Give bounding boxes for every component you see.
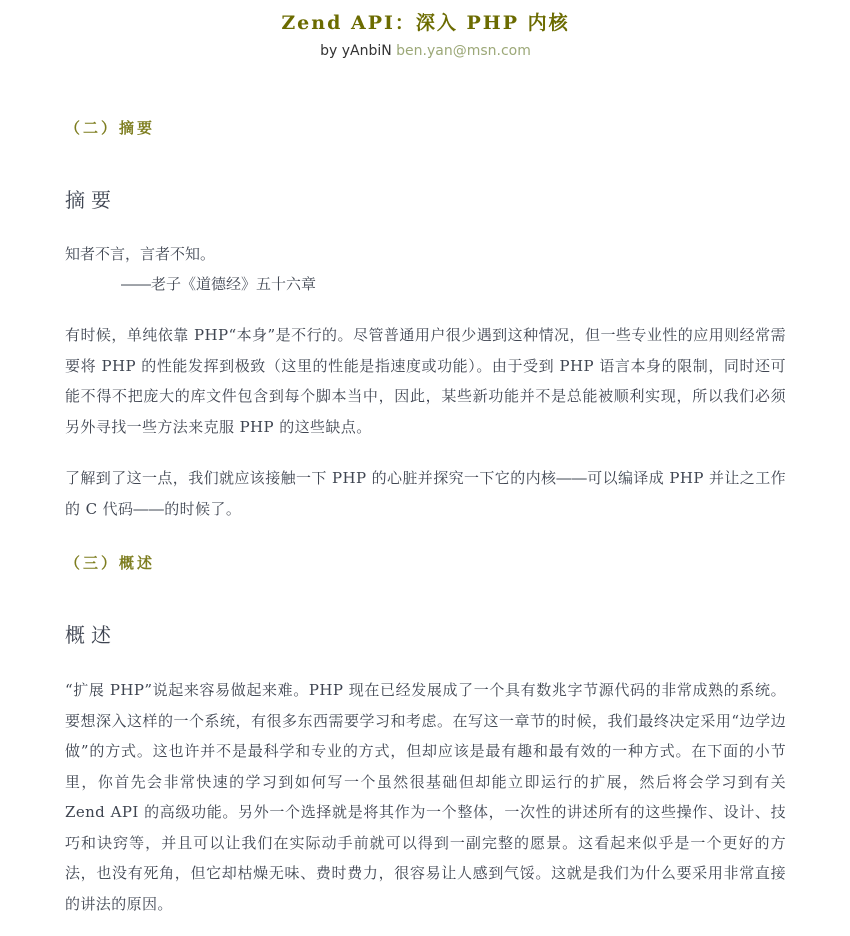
byline-author: by yAnbiN	[320, 43, 397, 59]
document-page	[0, 12, 850, 919]
section-heading-overview: （三）概述	[65, 554, 156, 572]
subheading-overview: 概述	[65, 623, 117, 647]
subheading-abstract: 摘要	[65, 188, 117, 212]
byline	[65, 43, 786, 60]
quote-attribution: ――老子《道德经》五十六章	[121, 275, 317, 293]
abstract-paragraph-2: 了解到了这一点，我们就应该接触一下 PHP 的心脏并探究一下它的内核――可以编译成 PHP 并让之工作的 C 代码――的时候了。	[65, 469, 787, 518]
quote-text: 知者不言，言者不知。	[65, 245, 216, 263]
abstract-paragraph-1: 有时候，单纯依靠 PHP“本身”是不行的。尽管普通用户很少遇到这种情况，但一些专业性的应用则经常需要将 PHP 的性能发挥到极致（这里的性能是指速度或功能）。由于受到 PHP 语言本身的限制，同时还可能不得不把庞大的库文件包含到每个脚本当中，因此，某些新功能并不是总能被顺利实现，所以我们必须另外寻找一些方法来克服 PHP 的这些缺点。	[65, 326, 786, 436]
overview-paragraph-1: “扩展 PHP”说起来容易做起来难。PHP 现在已经发展成了一个具有数兆字节源代码的非常成熟的系统。要想深入这样的一个系统，有很多东西需要学习和考虑。在写这一章节的时候，我们最终决定采用“边学边做”的方式。这也许并不是最科学和专业的方式，但却应该是最有趣和最有效的一种方式。在下面的小节里，你首先会非常快速的学习到如何写一个虽然很基础但却能立即运行的扩展，然后将会学习到有关 Zend API 的高级功能。另外一个选择就是将其作为一个整体，一次性的讲述所有的这些操作、设计、技巧和诀窍等，并且可以让我们在实际动手前就可以得到一副完整的愿景。这看起来似乎是一个更好的方法，也没有死角，但它却枯燥无味、费时费力，很容易让人感到气馁。这就是我们为什么要采用非常直接的讲法的原因。	[65, 681, 786, 913]
section-heading-abstract: （二）摘要	[65, 119, 156, 137]
page-title: Zend API：深入 PHP 内核	[281, 12, 570, 34]
author-email-link[interactable]: ben.yan@msn.com	[396, 43, 531, 59]
